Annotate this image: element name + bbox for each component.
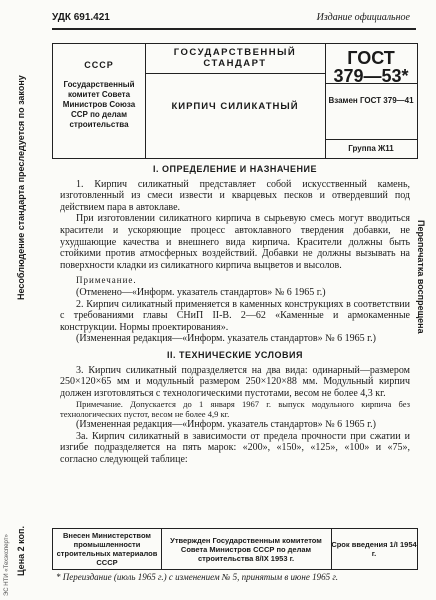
price-label: Цена 2 коп. (16, 526, 26, 576)
document-title: КИРПИЧ СИЛИКАТНЫЙ (171, 101, 299, 112)
paragraph-1: 1. Кирпич силикатный представляет собой искусственный камень, изготовленный из смеси извести и кварцевых песков и отвердевший под действием пара в автоклаве. (60, 178, 410, 213)
paragraph-3: 2. Кирпич силикатный применяется в каменных конструкциях в соответствии с требованиями главы СНиП II-В. 2—62 «Каменные и армокаменные конструкции. Нормы проектирования». (60, 298, 410, 333)
ussr-label: СССР (84, 60, 114, 70)
classification-group: Группа Ж11 (325, 139, 417, 158)
top-divider (52, 28, 416, 30)
paragraph-5: 3а. Кирпич силикатный в зависимости от предела прочности при сжатии и изгибе подразделяется на пять марок: «200», «150», «125», «100» и «75», согласно следующей таблице: (60, 430, 410, 466)
gost-number: 379—53* (333, 66, 409, 86)
gost-column (325, 44, 417, 158)
issuer-column (53, 44, 146, 158)
paragraph-2: При изготовлении силикатного кирпича в сырьевую смесь могут вводиться красители и ускоряющие процесс автоклавного твердения добавки, не ухудшающие качества и внешнего вида кирпича. Красители должны быть стойкими против атмосферных воздействий. Добавки не должны вызывать на поверхности кладки из силикатного кирпича выцветов и высолов. (60, 213, 410, 271)
source-watermark: ЭС НТИ «Техэксперт» (4, 534, 10, 596)
paragraph-4-note: Примечание. Допускается до 1 января 1967 г. выпуск модульного кирпича без технологических пустот, весом не более 4,9 кг. (60, 399, 410, 420)
committee-name: Государственный комитет Совета Министров Союза ССР по делам строительства (62, 80, 136, 129)
paragraph-4-edit: (Измененная редакция—«Информ. указатель стандартов» № 6 1965 г.) (76, 419, 376, 431)
document-body (60, 164, 410, 466)
reprint-prohibited-notice: Перепечатка воспрещена (416, 220, 426, 334)
official-edition-label: Издание официальное (316, 12, 410, 23)
legal-notice-left: Несоблюдение стандарта преследуется по закону (16, 75, 26, 300)
reprint-note: * Переиздание (июль 1965 г.) с изменением № 5, принятым в июне 1965 г. (56, 572, 338, 582)
replaces-standard: Взамен ГОСТ 379—41 (328, 96, 414, 105)
effective-date-cell: Срок введения 1/I 1954 г. (331, 540, 417, 558)
introduced-by-cell: Внесен Министерством промышленности строительных материалов СССР (53, 529, 162, 569)
approval-footer-table (52, 528, 418, 570)
gost-designation (325, 44, 417, 84)
standard-header-table (52, 43, 418, 159)
note-text: (Отменено—«Информ. указатель стандартов» № 6 1965 г.) (76, 286, 326, 298)
udk-code: УДК 691.421 (52, 12, 110, 23)
section-1-heading: I. ОПРЕДЕЛЕНИЕ И НАЗНАЧЕНИЕ (153, 164, 317, 174)
gost-label: ГОСТ (347, 48, 395, 68)
note-label: Примечание. (76, 275, 137, 286)
title-column (145, 44, 326, 158)
section-2-heading: II. ТЕХНИЧЕСКИЕ УСЛОВИЯ (167, 349, 303, 360)
standard-type: ГОСУДАРСТВЕННЫЙ СТАНДАРТ (145, 44, 325, 74)
paragraph-3-edit: (Измененная редакция—«Информ. указатель стандартов» № 6 1965 г.) (76, 333, 376, 345)
approved-by-cell: Утвержден Государственным комитетом Совета Министров СССР по делам строительства 8/IX 1953 г. (161, 529, 332, 569)
paragraph-4: 3. Кирпич силикатный подразделяется на два вида: одинарный—размером 250×120×65 мм и модульный размером 250×120×88 мм. Модульный кирпич должен изготовляться с технологическими пустотами, весом не более 4,3 кг. (60, 364, 410, 399)
